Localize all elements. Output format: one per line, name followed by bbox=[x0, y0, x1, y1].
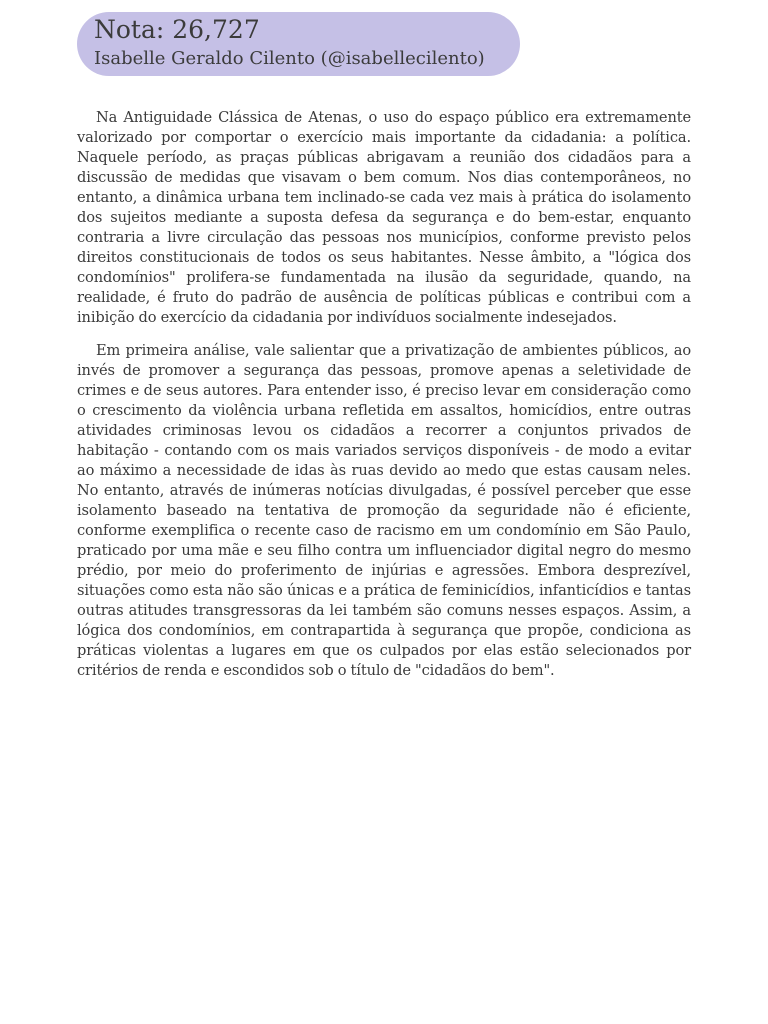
header-banner bbox=[77, 12, 520, 76]
essay-paragraph-1: Na Antiguidade Clássica de Atenas, o uso do espaço público era extremamente valorizado por comportar o exercício mais importante da cidadania: a política. Naquele período, as praças públicas abrigavam a reunião dos cidadãos para a discussão de medidas que visavam o bem comum. Nos dias contemporâneos, no entanto, a dinâmica urbana tem inclinado-se cada vez mais à prática do isolamento dos sujeitos mediante a suposta defesa da segurança e do bem-estar, enquanto contraria a livre circulação das pessoas nos municípios, conforme previsto pelos direitos constitucionais de todos os seus habitantes. Nesse âmbito, a "lógica dos condomínios" prolifera-se fundamentada na ilusão da seguridade, quando, na realidade, é fruto do padrão de ausência de políticas públicas e contribui com a inibição do exercício da cidadania por indivíduos socialmente indesejados. bbox=[77, 109, 691, 327]
essay-paragraph-2: Em primeira análise, vale salientar que a privatização de ambientes públicos, ao invés de promover a segurança das pessoas, promove apenas a seletividade de crimes e de seus autores. Para entender isso, é preciso levar em consideração como o crescimento da violência urbana refletida em assaltos, homicídios, entre outras atividades criminosas levou os cidadãos a recorrer a conjuntos privados de habitação - contando com os mais variados serviços disponíveis - de modo a evitar ao máximo a necessidade de idas às ruas devido ao medo que estas causam neles. No entanto, através de inúmeras notícias divulgadas, é possível perceber que esse isolamento baseado na tentativa de promoção da seguridade não é eficiente, conforme exemplifica o recente caso de racismo em um condomínio em São Paulo, praticado por uma mãe e seu filho contra um influenciador digital negro do mesmo prédio, por meio do proferimento de injúrias e agressões. Embora desprezível, situações como esta não são únicas e a prática de feminicídios, infanticídios e tantas outras atitudes transgressoras da lei também são comuns nesses espaços. Assim, a lógica dos condomínios, em contrapartida à segurança que propõe, condiciona as práticas violentas a lugares em que os culpados por elas estão selecionados por critérios de renda e escondidos sob o título de "cidadãos do bem". bbox=[77, 341, 691, 680]
author-label: Isabelle Geraldo Cilento (@isabellecilento) bbox=[94, 48, 485, 69]
essay-body bbox=[77, 108, 691, 693]
score-label: Nota: 26,727 bbox=[94, 15, 260, 44]
